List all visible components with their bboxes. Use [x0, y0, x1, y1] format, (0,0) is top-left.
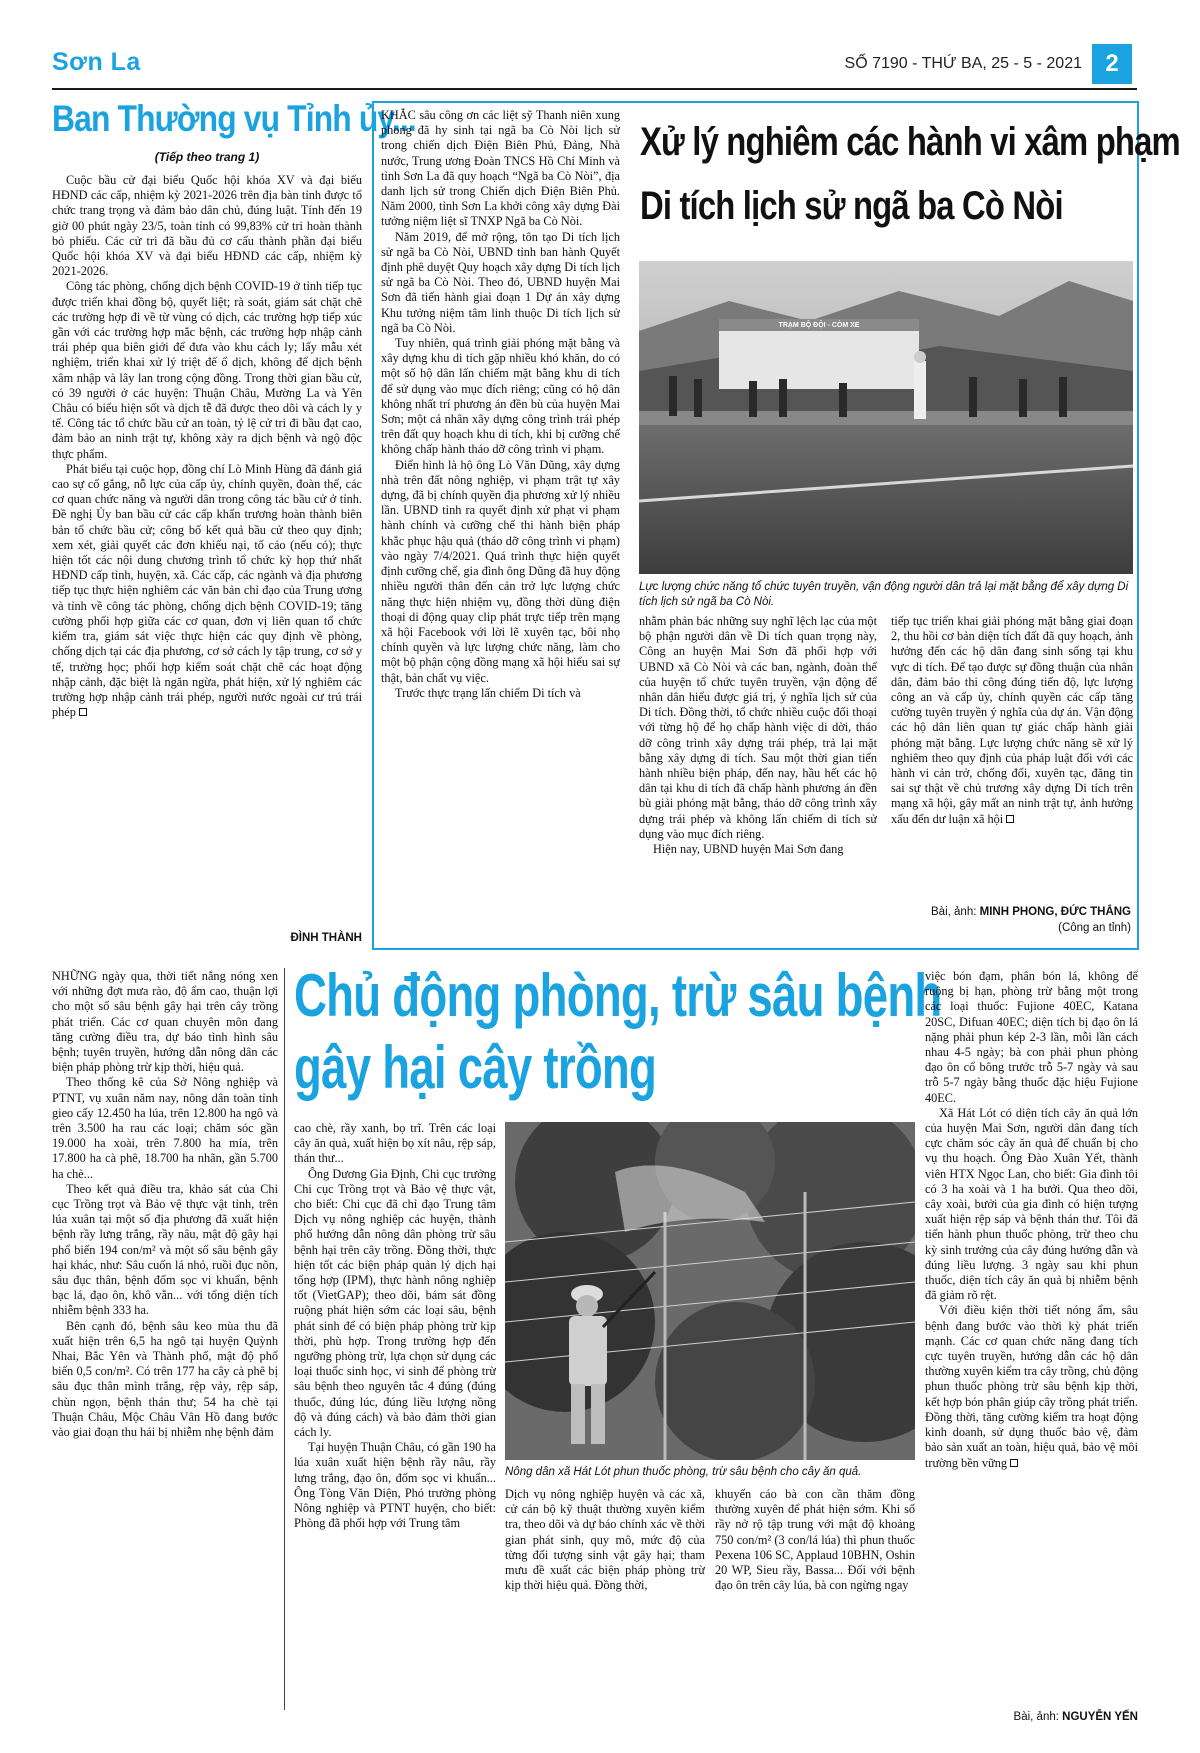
article3-photo-caption: Nông dân xã Hát Lót phun thuốc phòng, trừ sâu bệnh cho cây ăn quả. — [505, 1466, 862, 1478]
section-name: Sơn La — [52, 48, 141, 76]
article2-col3 — [891, 614, 1133, 904]
article1-paragraph-text: Phát biểu tại cuộc họp, đồng chí Lò Minh Hùng đã đánh giá cao sự cố gắng, nỗ lực của cấp ủy, chính quyền, đoàn thể, các cơ quan chức năng và người dân trong công tác bầu cử ở tỉnh. Đề nghị Ủy ban bầu cử các cấp khẩn trương hoàn thành biên bản tổ chức bầu cử; công bố kết quả bầu cử theo quy định; xem xét, giải quyết các đơn khiếu nại, tố cáo (nếu có); thực hiện tốt các nội dung chương trình tổ chức kỳ họp thứ nhất HĐND cấp tỉnh, huyện, xã. Các cấp, các ngành và địa phương tiếp tục thực hiện nghiêm các văn bản chỉ đạo của Trung ương và tỉnh về công tác phòng, chống dịch bệnh COVID-19; tăng cường phối hợp giữa các cơ quan, đơn vị liên quan tổ chức kiểm tra, giám sát việc thực hiện các quy định về phòng, chống dịch tại các địa phương, cơ sở cách ly tập trung, cơ sở y tế, trường học; phối hợp kiểm soát chặt chẽ các hoạt động nhập cảnh, đặc biệt là ngăn ngừa, phát hiện, xử lý nghiêm các trường hợp nhập cảnh trái phép, người nước ngoài cư trú trái phép — [52, 461, 362, 720]
article3-paragraph: Tại huyện Thuận Châu, có gần 190 ha lúa xuân xuất hiện bệnh rầy nâu, rầy lưng trắng, đạo ôn, đốm sọc vi khuẩn... Ông Tòng Văn Diện, Phó trưởng phòng Nông nghiệp và PTNT huyện, cho biết: Phòng đã phối hợp với Trung tâm — [294, 1440, 496, 1531]
article1-headline: Ban Thường vụ Tỉnh ủy... — [52, 98, 416, 139]
article3-paragraph — [925, 1303, 1138, 1470]
article1-body — [52, 173, 362, 823]
byline-names: MINH PHONG, ĐỨC THẮNG — [979, 906, 1131, 918]
article1-continued: (Tiếp theo trang 1) — [154, 150, 260, 164]
article3-paragraph: Bên cạnh đó, bệnh sâu keo mùa thu đã xuất hiện trên 6,5 ha ngô tại huyện Quỳnh Nhai, Bắc Yên và Thành phố, mật độ phổ biến 0,5 con/m². Có trên 177 ha cây cà phê bị sâu đục thân mình trắng, rệp vảy, rệp sáp, chùn ngọn, bệnh thán thư; 54 ha chè tại Thuận Châu, Mộc Châu Vân Hồ đang bước vào giai đoạn thu hái bị nhiễm nhẹ bệnh đảm — [52, 1318, 278, 1440]
byline-prefix: Bài, ảnh: — [1013, 1711, 1059, 1723]
issue-info: SỐ 7190 - THỨ BA, 25 - 5 - 2021 — [844, 55, 1082, 72]
article3-headline-line2: gây hại cây trồng — [294, 1034, 657, 1101]
article2-headline-line1: Xử lý nghiêm các hành vi xâm phạm — [640, 120, 1180, 164]
article3-col1 — [52, 969, 278, 1709]
article2-paragraph: Điển hình là hộ ông Lò Văn Dũng, xây dựng nhà trên đất nông nghiệp, vi phạm trật tự xây dựng, đã bị chính quyền địa phương xử lý nhiều lần. UBND tỉnh ra quyết định xử phạt vi phạm hành chính và cưỡng chế thi hành biện pháp khắc phục hậu quả (tháo dỡ công trình vi phạm) vào ngày 7/4/2021. Quá trình thực hiện quyết định cưỡng chế, gia đình ông Dũng đã huy động nhiều người thân đến cản trở lực lượng chức năng thực hiện nhiệm vụ, đồng thời dùng điện thoại di động quay clip phát trực tiếp trên mạng xã hội Facebook với lời lẽ xuyên tạc, bôi nhọ chính quyền và lực lượng chức năng, làm cho một bộ phận cộng đồng mạng xã hội hiểu sai sự thật, bản chất vụ việc. — [381, 457, 620, 685]
article2-paragraph: Năm 2019, để mở rộng, tôn tạo Di tích lịch sử ngã ba Cò Nòi, UBND tỉnh ban hành Quyết định phê duyệt Quy hoạch xây dựng Di tích lịch sử ngã ba Cò Nòi. Theo đó, UBND huyện Mai Sơn đã tiến hành giai đoạn 1 Dự án xây dựng Khu tưởng niệm tâm linh thuộc Di tích lịch sử ngã ba Cò Nòi. — [381, 229, 620, 335]
article2-photo-caption: Lực lượng chức năng tổ chức tuyên truyền, vận động người dân trả lại mặt bằng để xây dựng Di tích lịch sử ngã ba Cò Nòi. — [639, 581, 1129, 608]
article3-col5 — [925, 969, 1138, 1704]
article2-headline — [640, 110, 1180, 238]
article2-headline-line2: Di tích lịch sử ngã ba Cò Nòi — [640, 184, 1063, 228]
roadside-scene-image — [639, 261, 1133, 574]
article2-photo — [639, 261, 1133, 574]
article2-paragraph: Hiện nay, UBND huyện Mai Sơn đang — [653, 842, 844, 857]
article3-col2 — [294, 1121, 496, 1711]
article2-paragraph — [891, 614, 1133, 827]
header-rule — [52, 88, 1137, 90]
article2-byline — [891, 906, 1131, 918]
article1-paragraph — [52, 462, 362, 720]
article3-paragraph: Ông Dương Gia Định, Chi cục trưởng Chi cục Trồng trọt và Bảo vệ thực vật, cho biết: Chi cục đã chỉ đạo Trung tâm Dịch vụ nông nghiệp các huyện, thành phố hướng dẫn nông dân phòng trừ sâu bệnh hại trên cây trồng. Đồng thời, thực hiện tốt các biện pháp quản lý dịch hại tổng hợp (IPM), thực hành nông nghiệp tốt (VietGAP); theo dõi, bám sát đồng ruộng phát hiện sớm các loại sâu, bệnh phát sinh để có biện pháp phòng trừ kịp thời, phù hợp. Trong trường hợp đến ngưỡng phòng trừ, lựa chọn sử dụng các loại thuốc sinh học, vi sinh để phòng trừ sâu bệnh theo nguyên tắc 4 đúng (đúng thuốc, đúng lúc, đúng liều lượng nồng độ và đúng cách) và bảo đảm thời gian cách ly. — [294, 1166, 496, 1440]
article1-paragraph: Công tác phòng, chống dịch bệnh COVID-19 ở tỉnh tiếp tục được triển khai đồng bộ, quyết liệt; rà soát, giám sát chặt chẽ các trường hợp đi về từ vùng có dịch, các trường hợp tiếp xúc gần với các trường hợp mắc bệnh, các trường hợp nhập cảnh trái phép qua biên giới để đưa vào khu cách ly; lấy mẫu xét nghiệm, triển khai xử lý triệt để ổ dịch, không để dịch bệnh xâm nhập và lây lan trong cộng đồng. Trong thời gian bầu cử, có 39 người ở các huyện: Thuận Châu, Mường La và Yên Châu có biểu hiện sốt và dịch tễ đã được theo dõi và cách ly y tế. Công tác tổ chức bầu cử an toàn, tỷ lệ cử tri đi bầu đạt cao, đảm bảo an ninh trật tự, không xảy ra dịch bệnh và ngộ độc thực phẩm. — [52, 279, 362, 461]
article3-paragraph: NHỮNG ngày qua, thời tiết nắng nóng xen với những đợt mưa rào, độ ẩm cao, thuận lợi cho một số sâu bệnh gây hại trên cây trồng phát triển. Các cơ quan chuyên môn đang tăng cường điều tra, dự báo tình hình sâu bệnh; tuyên truyền, hướng dẫn nông dân các biện pháp phòng trừ kịp thời, hiệu quả. — [52, 969, 278, 1075]
article3-paragraph-text: Với điều kiện thời tiết nóng ẩm, sâu bệnh đang bước vào thời kỳ phát triển mạnh. Các cơ quan chức năng đang tích cực tuyên truyền, hướng dẫn các hộ dân thường xuyên kiểm tra cây trồng, chủ động phun thuốc phòng trừ sâu bệnh kịp thời, kết hợp bón phân giúp cây trồng phát triển. Đồng thời, tăng cường kiểm tra hoạt động kinh doanh, sử dụng thuốc bảo vệ, đảm bảo sản xuất an toàn, hiệu quả, bảo vệ môi trường bền vững — [925, 1303, 1138, 1470]
article3-paragraph: Xã Hát Lót có diện tích cây ăn quả lớn của huyện Mai Sơn, người dân đang tích cực chăm sóc cây ăn quả để chuẩn bị cho vụ thu hoạch. Ông Đào Xuân Yết, thành viên HTX Ngọc Lan, cho biết: Gia đình tôi có 3 ha xoài và 1 ha bưởi. Qua theo dõi, cây xoài, bưởi của gia đình có hiện tượng xuất hiện rệp sáp và bệnh thán thư. Tôi đã tiến hành phun thuốc phòng, trừ theo chu kỳ sinh trưởng của cây đúng hướng dẫn và đúng liều lượng. 3 ngày sau khi phun thuốc, diện tích cây ăn quả bị nhiễm bệnh đã giảm rõ rệt. — [925, 1105, 1138, 1303]
article2-col1 — [381, 108, 620, 938]
article2-paragraph-text: tiếp tục triển khai giải phóng mặt bằng giai đoạn 2, thu hồi cơ bản diện tích đất đã quy hoạch, ảnh hưởng đến các hộ dân đang sinh sống tại khu vực di tích. Để tạo được sự đồng thuận của nhân dân, đảm bảo thi công đúng tiến độ, lực lượng công an và cấp ủy, chính quyền các cấp tăng cường tuyên truyền ý nghĩa của dự án. Vận động các hộ dân liên quan tự giác chấp hành giải phóng mặt bằng. Lực lượng chức năng sẽ xử lý nghiêm theo quy định của pháp luật đối với các hành vi cản trở, chống đối, xuyên tạc, đăng tin sai sự thật về chủ trương xây dựng Di tích trên mạng xã hội, gây mất an ninh trật tự, ảnh hưởng xấu đến dư luận xã hội — [891, 614, 1133, 826]
end-mark-icon — [1006, 815, 1014, 823]
article3-paragraph: khuyến cáo bà con cần thăm đồng thường xuyên để phát hiện sớm. Khi số rầy nở rộ tập trung với mật độ khoảng 750 con/m² (3 con/lá lúa) thì phun thuốc Pexena 106 SC, Applaud 10BHN, Oshin 20 WP, Sieu rầy, Bassa... Đối với bệnh đạo ôn trên cây lúa, bà con ngừng ngay — [715, 1487, 915, 1593]
column-divider — [284, 968, 285, 1710]
article3-paragraph: cao chè, rầy xanh, bọ trĩ. Trên các loại cây ăn quả, xuất hiện bọ xít nâu, rệp sáp, thán thư... — [294, 1121, 496, 1166]
article3-col4 — [715, 1487, 915, 1709]
article2-paragraph: Tuy nhiên, quá trình giải phóng mặt bằng và xây dựng khu di tích gặp nhiều khó khăn, do có một số hộ dân lấn chiếm mặt bằng khu di tích để sử dụng vào mục đích riêng; cũng có hộ dân không nhất trí phương án đền bù của huyện Mai Sơn; một cá nhân xây dựng công trình trái phép trên đất quy hoạch khu di tích, khi bị cưỡng chế không chấp hành tháo dỡ công trình vi phạm. — [381, 336, 620, 457]
article2-paragraph: KHẮC sâu công ơn các liệt sỹ Thanh niên xung phong đã hy sinh tại ngã ba Cò Nòi lịch sử trong chiến dịch Điện Biên Phủ, Đảng, Nhà nước, Trung ương Đoàn TNCS Hồ Chí Minh và tỉnh Sơn La đã quy hoạch “Ngã ba Cò Nòi”, địa danh lịch sử trong Chiến dịch Điện Biên Phủ. Năm 2000, tỉnh Sơn La khởi công xây dựng Đài tưởng niệm liệt sĩ TNXP Ngã ba Cò Nòi. — [381, 108, 620, 229]
article3-paragraph: Dịch vụ nông nghiệp huyện và các xã, cử cán bộ kỹ thuật thường xuyên kiểm tra, theo dõi và dự báo chính xác về thời gian phát sinh, quy mô, mức độ của từng đối tượng sinh vật gây hại; tham mưu đề xuất các biện pháp phòng trừ kịp thời hiệu quả. Đồng thời, — [505, 1487, 705, 1593]
page-number-badge: 2 — [1092, 44, 1132, 84]
article3-headline — [294, 960, 942, 1104]
end-mark-icon — [1010, 1459, 1018, 1467]
end-mark-icon — [79, 708, 87, 716]
article2-col2 — [639, 614, 877, 940]
byline-names: NGUYỄN YẾN — [1062, 1711, 1138, 1723]
article3-headline-line1: Chủ động phòng, trừ sâu bệnh — [294, 962, 942, 1029]
article3-paragraph: Theo thống kê của Sở Nông nghiệp và PTNT, vụ xuân năm nay, nông dân toàn tỉnh gieo cấy 12.450 ha lúa, trên 12.800 ha ngô và trên 3.500 ha rau các loại; chăm sóc gần 19.000 ha xoài, trên 7.800 ha mía, trên 17.800 ha cà phê, 18.700 ha nhãn, gần 5.700 ha chè... — [52, 1075, 278, 1181]
photo-building-sign: TRẠM BỘ ĐỘI - CÒM XE — [778, 322, 860, 329]
article2-paragraph: nhằm phản bác những suy nghĩ lệch lạc của một bộ phận người dân về Di tích quan trọng này, Công an huyện Mai Sơn đã phối hợp với UBND xã Cò Nòi và các ban, ngành, đoàn thể của huyện tổ chức tuyên truyền, vận động để nhân dân hiểu được giá trị, ý nghĩa lịch sử của Di tích. Đồng thời, tổ chức nhiều cuộc đối thoại với từng hộ để họ chấp hành việc di dời, tháo dỡ công trình xây dựng trái phép, trả lại mặt bằng xây dựng di tích. Sau một thời gian tiến hành nhiều biện pháp, đến nay, hầu hết các hộ dân tại khu di tích đã chấp hành phương án đền bù giải phóng mặt bằng, tháo dỡ công trình xây dựng trái phép và không lấn chiếm di tích sử dụng vào mục đích riêng. — [639, 614, 877, 841]
article3-col3 — [505, 1487, 705, 1709]
byline-prefix: Bài, ảnh: — [931, 906, 977, 918]
article3-paragraph: Theo kết quả điều tra, khảo sát của Chi cục Trồng trọt và Bảo vệ thực vật tỉnh, trên lúa xuân tại một số địa phương đã xuất hiện bệnh rầy lưng trắng, rầy nâu, mật độ gây hại phổ biến 194 con/m² và một số sâu bệnh gây hại khác, như: Sâu cuốn lá nhỏ, ruồi đục nõn, sâu đục thân, bệnh đốm sọc vi khuẩn, bệnh bạc lá, đạo ôn, khô vằn... với tổng diện tích nhiễm bệnh 333 ha. — [52, 1181, 278, 1318]
article2-paragraph: Trước thực trạng lấn chiếm Di tích và — [395, 685, 581, 700]
article1-paragraph: Cuộc bầu cử đại biểu Quốc hội khóa XV và đại biểu HĐND các cấp, nhiệm kỳ 2021-2026 trên địa bàn tỉnh được tổ chức trang trọng và đảm bảo dân chủ, đúng luật. Tính đến 19 giờ 00 phút ngày 23/5, toàn tỉnh có 99,83% cử tri hoàn thành bỏ phiếu. Các cử tri đã bầu đủ cơ cấu thành phần đại biểu Quốc hội khóa XV và đại biểu HĐND các cấp, nhiệm kỳ 2021-2026. — [52, 173, 362, 279]
farmer-spraying-image — [505, 1122, 915, 1460]
article3-paragraph: việc bón đạm, phân bón lá, không để ruộng bị hạn, phòng trừ bằng một trong các loại thuốc: Fujione 40EC, Katana 20SC, Difuan 40EC; diện tích bị đạo ôn lá nặng phải phun kép 2-3 lần, mỗi lần cách nhau 4-5 ngày; bà con phải phun phòng đạo ôn cổ bông trước trỗ 5-7 ngày và sau trỗ 5-7 ngày bằng thuốc đặc hiệu Fujione 40EC. — [925, 969, 1138, 1105]
article3-byline — [925, 1711, 1138, 1723]
article1-author: ĐÌNH THÀNH — [290, 932, 362, 944]
article3-photo — [505, 1122, 915, 1460]
article2-byline-source: (Công an tỉnh) — [1058, 922, 1131, 934]
